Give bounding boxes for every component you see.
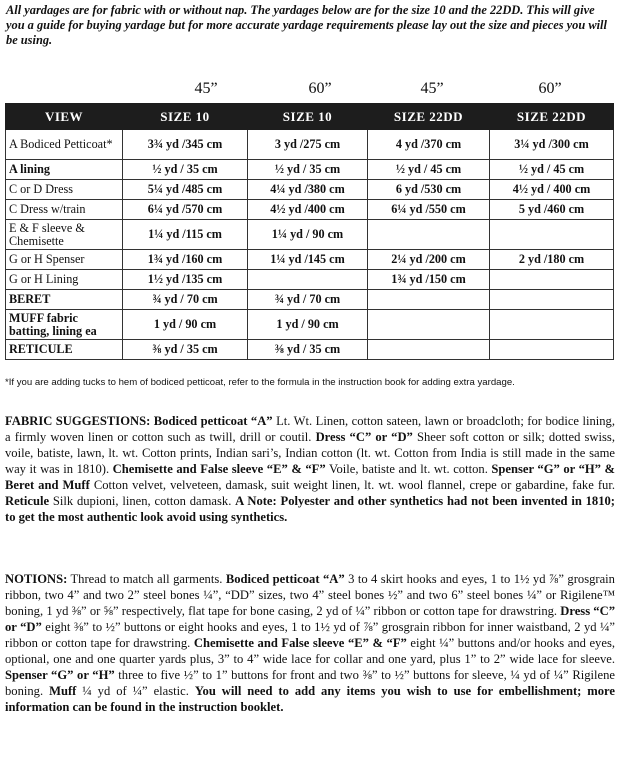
notions-text: eight ¼” buttons and/or hooks and eyes, optional, one and one quarter yards plus, 3” to 4” wide lace for collar and one yard, plus 1” to 2” wide lace for sleeve.	[5, 636, 615, 666]
notions-term: Spenser “G” or “H”	[5, 668, 115, 682]
yardage-cell: 2 yd /180 cm	[490, 250, 614, 270]
yardage-cell: ⅜ yd / 35 cm	[123, 340, 248, 360]
notions-text: three to five ½” to 1” buttons for front and two ⅜” to ½” buttons for sleeve, ¼ yd of ¼” Rigilene boning.	[5, 668, 615, 698]
view-cell: C Dress w/train	[6, 200, 123, 220]
yardage-cell: ⅜ yd / 35 cm	[248, 340, 368, 360]
notions-text: Thread to match all garments.	[67, 572, 226, 586]
yardage-cell: 3¼ yd /300 cm	[490, 130, 614, 160]
yardage-cell: ½ yd / 35 cm	[123, 160, 248, 180]
view-cell: A Bodiced Petticoat*	[6, 130, 123, 160]
table-row	[6, 220, 614, 250]
yardage-cell	[368, 220, 490, 250]
table-row	[6, 310, 614, 340]
fabric-text: Voile, batiste and lt. wt. cotton.	[325, 462, 492, 476]
view-cell: BERET	[6, 290, 123, 310]
fabric-term: Bodiced petticoat “A”	[153, 414, 273, 428]
yardage-cell	[490, 340, 614, 360]
fabric-term: Chemisette and False sleeve “E” & “F”	[112, 462, 326, 476]
yardage-cell: 5 yd /460 cm	[490, 200, 614, 220]
view-cell: C or D Dress	[6, 180, 123, 200]
yardage-cell: 6¼ yd /550 cm	[368, 200, 490, 220]
yardage-cell: ½ yd / 45 cm	[490, 160, 614, 180]
notions-text: 3 to 4 skirt hooks and eyes, 1 to 1½ yd ⅞” grosgrain ribbon, two 4” and two 2” steel bones ¼”, “DD” sizes, two 4” steel bones ½” and two 6” steel bones ¼” or Rigilene™ boning, 1 yd ⅜” or ⅝” respectively, flat tape for bone casing, 2 yd of ¼” ribbon or cotton tape for drawstring.	[5, 572, 615, 618]
yardage-cell: ¾ yd / 70 cm	[123, 290, 248, 310]
yardage-cell: 1¾ yd /160 cm	[123, 250, 248, 270]
table-row	[6, 180, 614, 200]
yardage-cell: 4¼ yd /380 cm	[248, 180, 368, 200]
table-row	[6, 270, 614, 290]
view-cell: E & F sleeve & Chemisette	[6, 220, 123, 250]
yardage-cell: 1 yd / 90 cm	[248, 310, 368, 340]
notions-term: Chemisette and False sleeve “E” & “F”	[193, 636, 407, 650]
fabric-term: Dress “C” or “D”	[315, 430, 413, 444]
notions-heading: NOTIONS:	[5, 572, 68, 586]
yardage-cell: 1¾ yd /150 cm	[368, 270, 490, 290]
yardage-cell	[368, 310, 490, 340]
table-row	[6, 130, 614, 160]
notions-term: Bodiced petticoat “A”	[225, 572, 345, 586]
yardage-cell	[368, 290, 490, 310]
yardage-cell: 1½ yd /135 cm	[123, 270, 248, 290]
table-row	[6, 290, 614, 310]
yardage-cell: ½ yd / 35 cm	[248, 160, 368, 180]
yardage-cell	[490, 220, 614, 250]
yardage-cell: ¾ yd / 70 cm	[248, 290, 368, 310]
yardage-cell: 1 yd / 90 cm	[123, 310, 248, 340]
yardage-cell: 1¼ yd /145 cm	[248, 250, 368, 270]
view-cell: MUFF fabric batting, lining ea	[6, 310, 123, 340]
view-cell: G or H Spenser	[6, 250, 123, 270]
fabric-text: Lt. Wt. Linen, cotton sateen, lawn or broadcloth; for bodice lining, a firmly woven linen or cotton such as twill, drill or coutil.	[5, 414, 615, 444]
header-size: SIZE 22DD	[368, 104, 490, 130]
yardage-cell	[368, 340, 490, 360]
yardage-cell: 5¼ yd /485 cm	[123, 180, 248, 200]
fabric-text: Silk dupioni, linen, cotton damask.	[49, 494, 236, 508]
table-row	[6, 340, 614, 360]
fabric-heading: FABRIC SUGGESTIONS:	[5, 414, 151, 428]
fabric-note: A Note: Polyester and other synthetics had not been invented in 1810; to get the most authentic look avoid using synthetics.	[5, 494, 615, 524]
yardage-cell	[248, 270, 368, 290]
yardage-cell: 4 yd /370 cm	[368, 130, 490, 160]
yardage-cell: 2¼ yd /200 cm	[368, 250, 490, 270]
view-cell: A lining	[6, 160, 123, 180]
table-row	[6, 200, 614, 220]
yardage-cell: 4½ yd /400 cm	[248, 200, 368, 220]
fabric-width-label: 60”	[538, 80, 562, 97]
yardage-cell	[490, 290, 614, 310]
intro-paragraph: All yardages are for fabric with or without nap. The yardages below are for the size 10 and the 22DD. This will give you a guide for buying yardage but for more accurate yardage requirements please lay out the size and pieces you will be using.	[6, 3, 607, 47]
notions-term: Dress “C” or “D”	[5, 604, 615, 634]
yardage-cell	[490, 270, 614, 290]
fabric-text: Cotton velvet, velveteen, damask, suit weight linen, lt. wt. wool flannel, crepe or gabardine, fake fur.	[89, 478, 615, 492]
table-row	[6, 250, 614, 270]
yardage-cell: 1¼ yd / 90 cm	[248, 220, 368, 250]
notions-note: You will need to add any items you wish to use for embellishment; more information can be found in the instruction booklet.	[5, 684, 616, 714]
view-cell: G or H Lining	[6, 270, 123, 290]
table-row	[6, 160, 614, 180]
header-size: SIZE 10	[248, 104, 368, 130]
header-size: SIZE 22DD	[490, 104, 614, 130]
notions	[5, 571, 615, 715]
fabric-width-label: 60”	[308, 80, 332, 97]
yardage-cell: 3¾ yd /345 cm	[123, 130, 248, 160]
yardage-cell: 3 yd /275 cm	[248, 130, 368, 160]
fabric-width-label: 45”	[194, 80, 218, 97]
yardage-cell: 4½ yd / 400 cm	[490, 180, 614, 200]
table-header-row	[6, 104, 614, 130]
fabric-suggestions	[5, 413, 615, 525]
yardage-cell: 1¼ yd /115 cm	[123, 220, 248, 250]
header-view: VIEW	[6, 104, 123, 130]
notions-text: eight ⅜” to ½” buttons or eight hooks and eyes, 1 to 1½ yd of ⅞” grosgrain ribbon for inner waistband, 2 yd ¼” ribbon or cotton tape for drawstring.	[5, 620, 616, 650]
yardage-table	[5, 103, 614, 360]
yardage-cell	[490, 310, 614, 340]
notions-term: Muff	[49, 684, 77, 698]
fabric-width-row	[0, 80, 620, 100]
fabric-term: Spenser “G” or “H” & Beret and Muff	[5, 462, 616, 492]
fabric-text: Sheer soft cotton or silk; dotted swiss, voile, batiste, lawn, lt. wt. Cotton prints, Indian sari’s, Indian cotton (lt. wt. Cotton from India is still made in the same way it was in 1810).	[5, 430, 615, 476]
fabric-term: Reticule	[5, 494, 50, 508]
fabric-width-label: 45”	[420, 80, 444, 97]
view-cell: RETICULE	[6, 340, 123, 360]
notions-text: ¼ yd of ¼” elastic.	[76, 684, 195, 698]
table-footnote: *If you are adding tucks to hem of bodiced petticoat, refer to the formula in the instruction book for adding extra yardage.	[5, 377, 515, 388]
header-size: SIZE 10	[123, 104, 248, 130]
yardage-cell: 6 yd /530 cm	[368, 180, 490, 200]
yardage-cell: 6¼ yd /570 cm	[123, 200, 248, 220]
yardage-cell: ½ yd / 45 cm	[368, 160, 490, 180]
